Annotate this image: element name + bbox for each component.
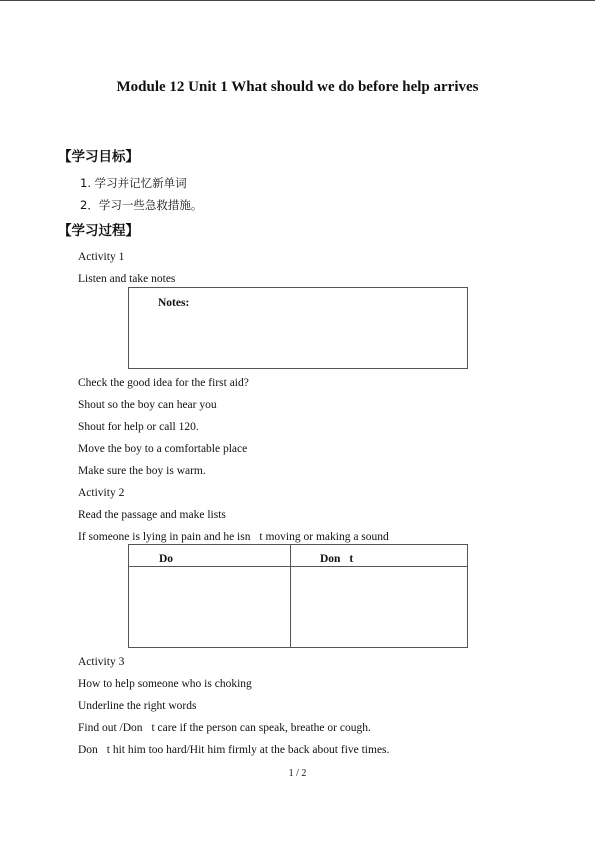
activity-3-label: Activity 3 — [78, 656, 125, 668]
activity-3-line-3: Find out /Don t care if the person can speak, breathe or cough. — [78, 722, 371, 734]
activity-2-question: If someone is lying in pain and he isn t moving or making a sound  — [78, 531, 398, 543]
activity-1-line-1: Check the good idea for the first aid? — [78, 377, 249, 389]
table-header-do: Do — [159, 553, 174, 565]
activity-1-line-2: Shout so the boy can hear you — [78, 399, 217, 411]
activity-1-instruction: Listen and take notes — [78, 273, 176, 285]
top-rule — [0, 0, 595, 1]
table-cell-dont[interactable] — [291, 567, 467, 647]
table-cell-do[interactable] — [129, 567, 290, 647]
activity-1-line-5: Make sure the boy is warm. — [78, 465, 206, 477]
section-heading-goals: 【学习目标】 — [58, 149, 139, 165]
activity-1-line-3: Shout for help or call 120. — [78, 421, 199, 433]
notes-box[interactable] — [128, 287, 468, 369]
activity-3-line-4: Don t hit him too hard/Hit him firmly at the back about five times. — [78, 744, 390, 756]
activity-2-label: Activity 2 — [78, 487, 125, 499]
goal-item-1: 1. 学习并记忆新单词 — [80, 176, 187, 190]
page-number: 1 / 2 — [288, 768, 307, 779]
goal-item-2: 2．学习一些急救措施。 — [80, 198, 203, 212]
notes-label: Notes: — [158, 297, 190, 309]
page-title: Module 12 Unit 1 What should we do before help arrives — [116, 79, 479, 95]
table-header-dont: Don t — [320, 553, 354, 565]
activity-1-label: Activity 1 — [78, 251, 125, 263]
activity-3-line-1: How to help someone who is choking — [78, 678, 252, 690]
activity-3-line-2: Underline the right words — [78, 700, 197, 712]
activity-2-instruction: Read the passage and make lists — [78, 509, 226, 521]
section-heading-process: 【学习过程】 — [58, 223, 139, 239]
activity-1-line-4: Move the boy to a comfortable place — [78, 443, 248, 455]
do-dont-table — [128, 544, 468, 648]
